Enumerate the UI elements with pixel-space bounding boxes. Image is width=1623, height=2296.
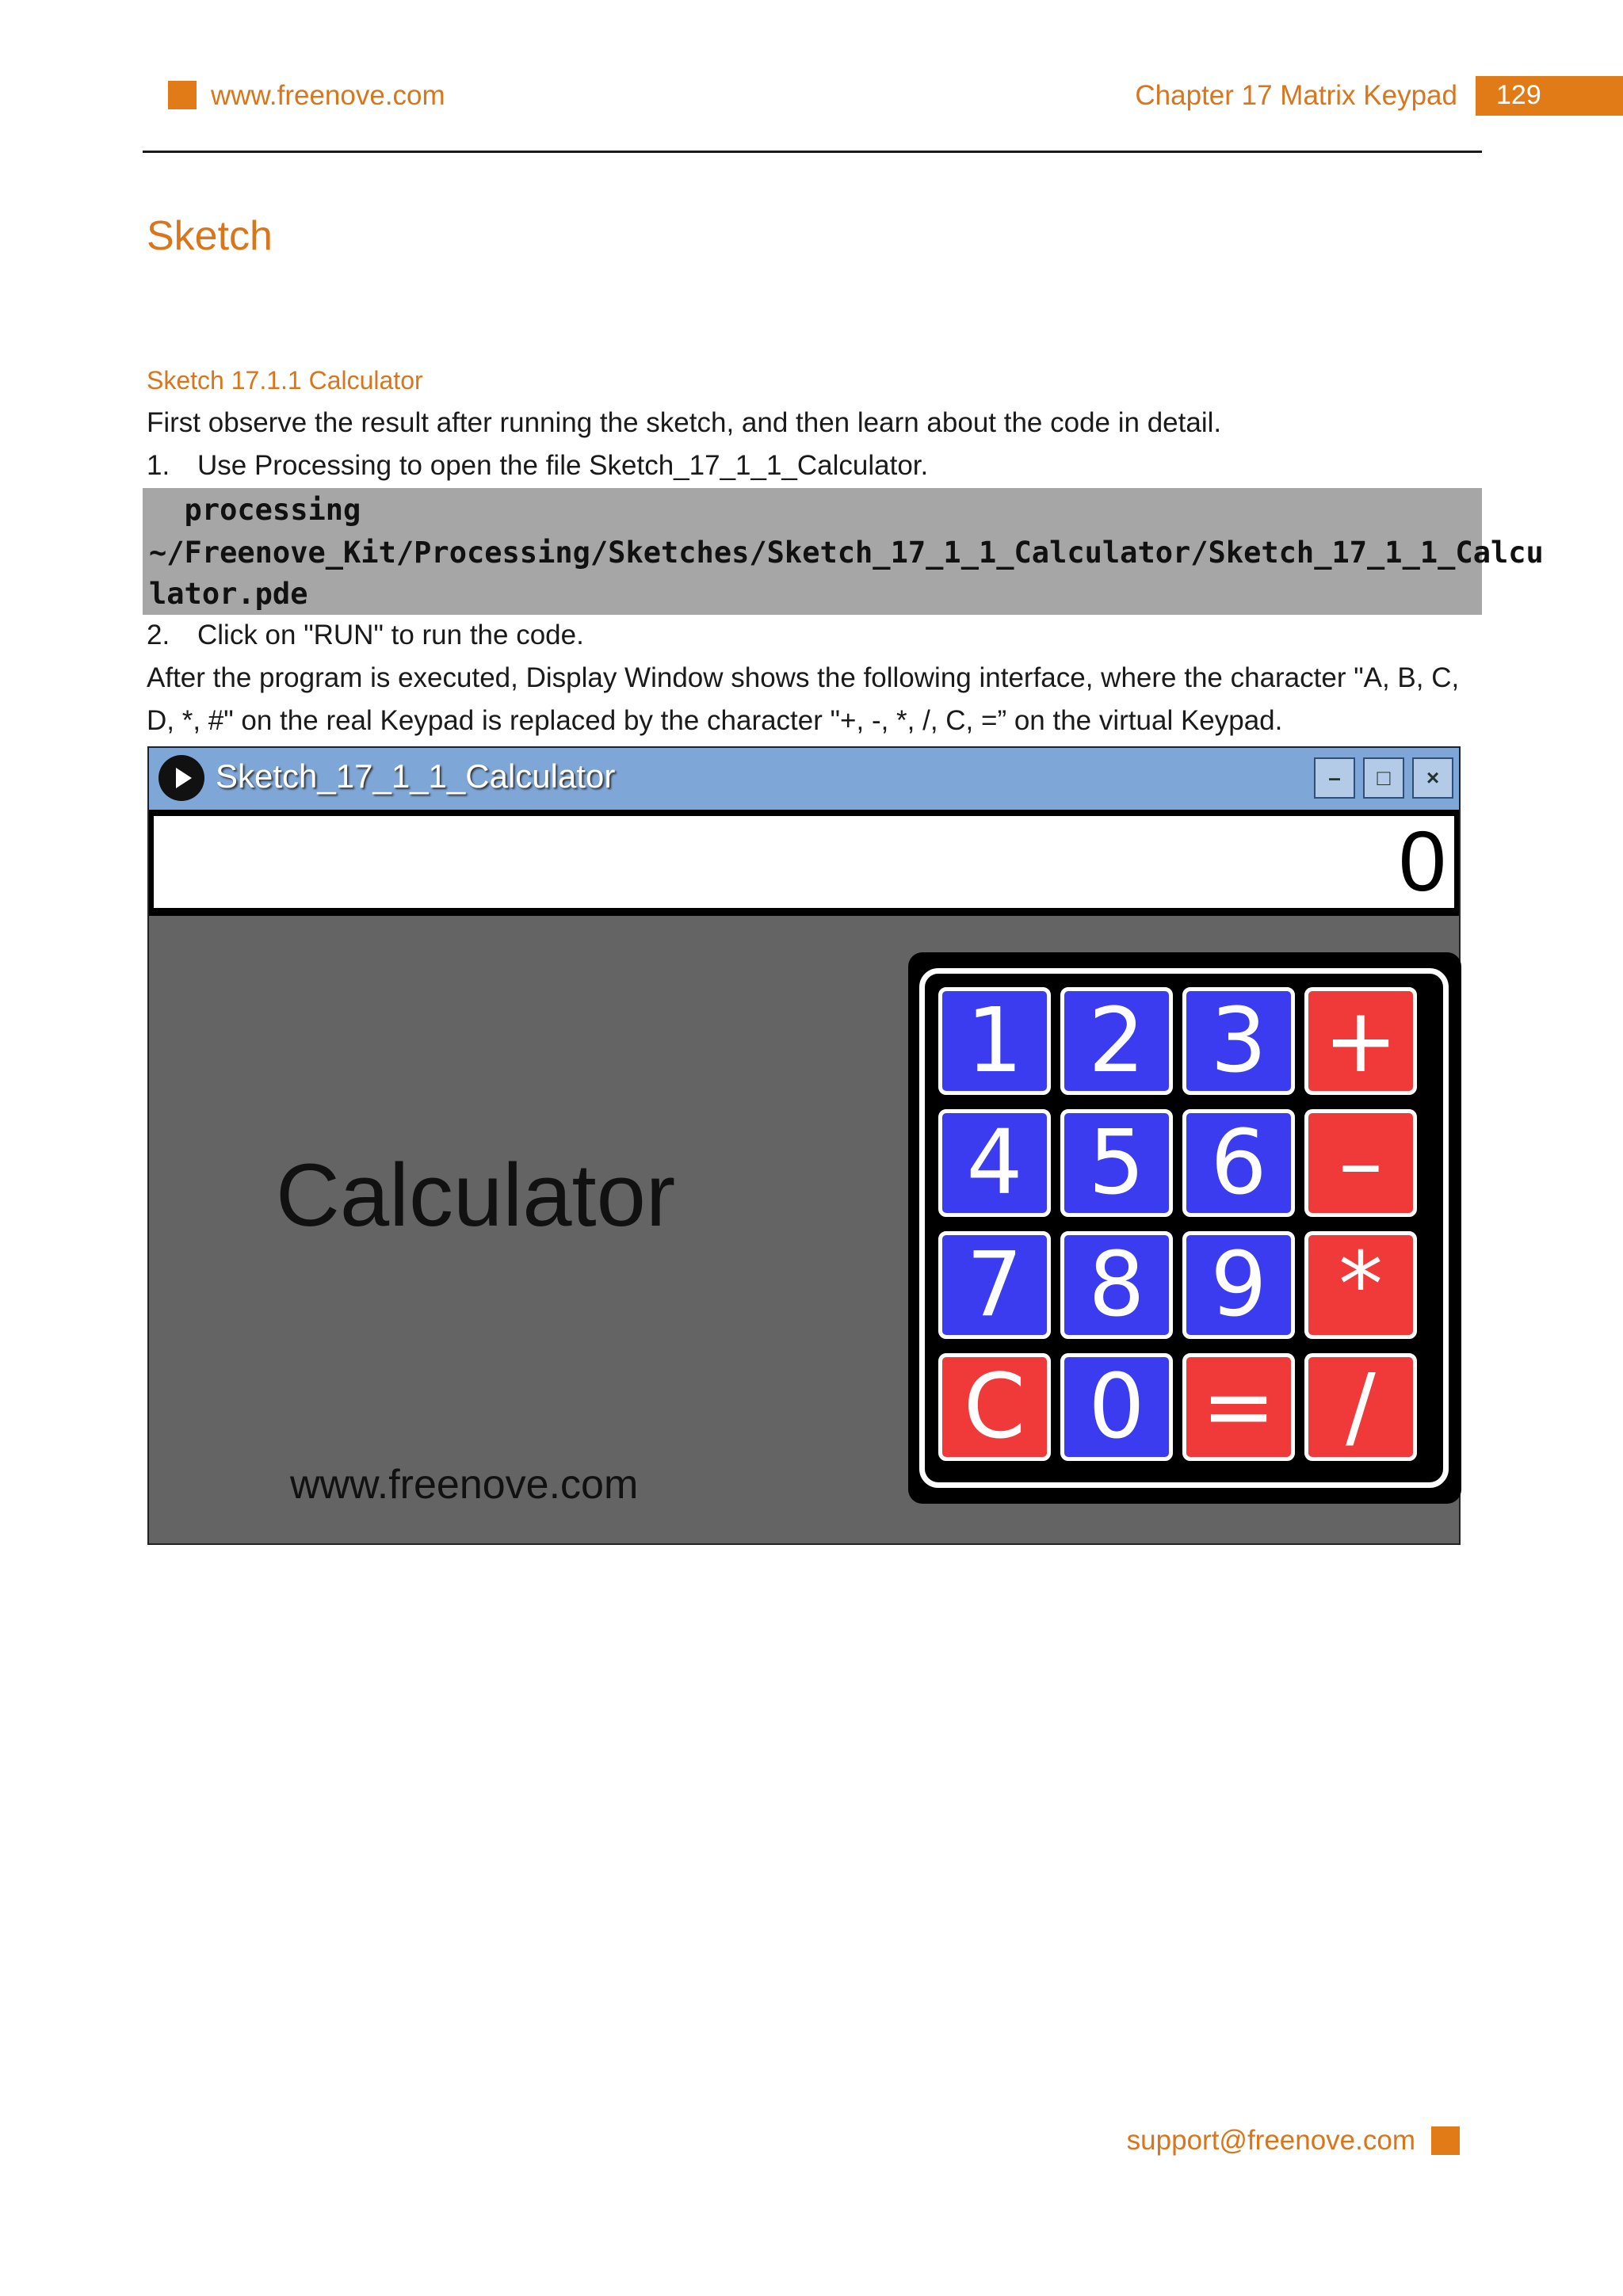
key-1[interactable]: 1 [938,987,1051,1095]
key-4[interactable]: 4 [938,1109,1051,1217]
key-plus[interactable]: + [1304,987,1417,1095]
key-divide[interactable]: / [1304,1353,1417,1461]
calculator-window-screenshot [147,746,1461,1545]
code-line-3: lator.pde [149,577,308,611]
close-button[interactable]: × [1412,757,1453,799]
step-1-text: Use Processing to open the file Sketch_17_1_1_Calculator. [197,450,929,481]
after-paragraph-line-1: After the program is executed, Display Window shows the following interface, where the character "A, B, C, [147,662,1460,693]
key-multiply[interactable]: * [1304,1231,1417,1339]
intro-paragraph: First observe the result after running the sketch, and then learn about the code in detail. [147,407,1222,438]
step-1 [147,450,928,482]
code-line-1: processing [149,493,361,527]
page-number: 129 [1476,76,1623,116]
code-line-2: ~/Freenove_Kit/Processing/Sketches/Sketch_17_1_1_Calculator/Sketch_17_1_1_Calcu [149,536,1544,570]
key-5[interactable]: 5 [1060,1109,1173,1217]
step-1-number: 1. [147,450,170,481]
key-0[interactable]: 0 [1060,1353,1173,1461]
key-6[interactable]: 6 [1182,1109,1295,1217]
maximize-button[interactable]: □ [1363,757,1404,799]
header-url[interactable]: www.freenove.com [211,80,445,111]
window-titlebar[interactable] [149,748,1459,810]
header-chapter-title: Chapter 17 Matrix Keypad [1135,80,1457,111]
footer-email[interactable]: support@freenove.com [1126,2125,1415,2156]
section-title: Sketch [147,213,273,259]
display-value: 0 [154,816,1454,908]
virtual-keypad [908,952,1461,1504]
canvas-site-url: www.freenove.com [290,1462,639,1508]
step-2-text: Click on "RUN" to run the code. [197,620,584,650]
key-2[interactable]: 2 [1060,987,1173,1095]
calculator-display [149,810,1459,916]
step-2 [147,620,584,651]
key-clear[interactable]: C [938,1353,1051,1461]
key-minus[interactable]: – [1304,1109,1417,1217]
window-title: Sketch_17_1_1_Calculator [216,757,616,795]
key-7[interactable]: 7 [938,1231,1051,1339]
calculator-label: Calculator [276,1146,676,1245]
key-8[interactable]: 8 [1060,1231,1173,1339]
minimize-button[interactable]: – [1314,757,1355,799]
header-divider [143,151,1482,153]
header-logo-square [168,81,197,109]
key-equals[interactable]: = [1182,1353,1295,1461]
step-2-number: 2. [147,620,170,650]
key-9[interactable]: 9 [1182,1231,1295,1339]
code-block [143,488,1544,615]
after-paragraph-line-2: D, *, #" on the real Keypad is replaced by the character "+, -, *, /, C, =” on the virtual Keypad. [147,705,1283,736]
key-3[interactable]: 3 [1182,987,1295,1095]
processing-play-icon [158,755,204,801]
subsection-title: Sketch 17.1.1 Calculator [147,366,423,395]
footer-logo-square [1431,2126,1460,2155]
